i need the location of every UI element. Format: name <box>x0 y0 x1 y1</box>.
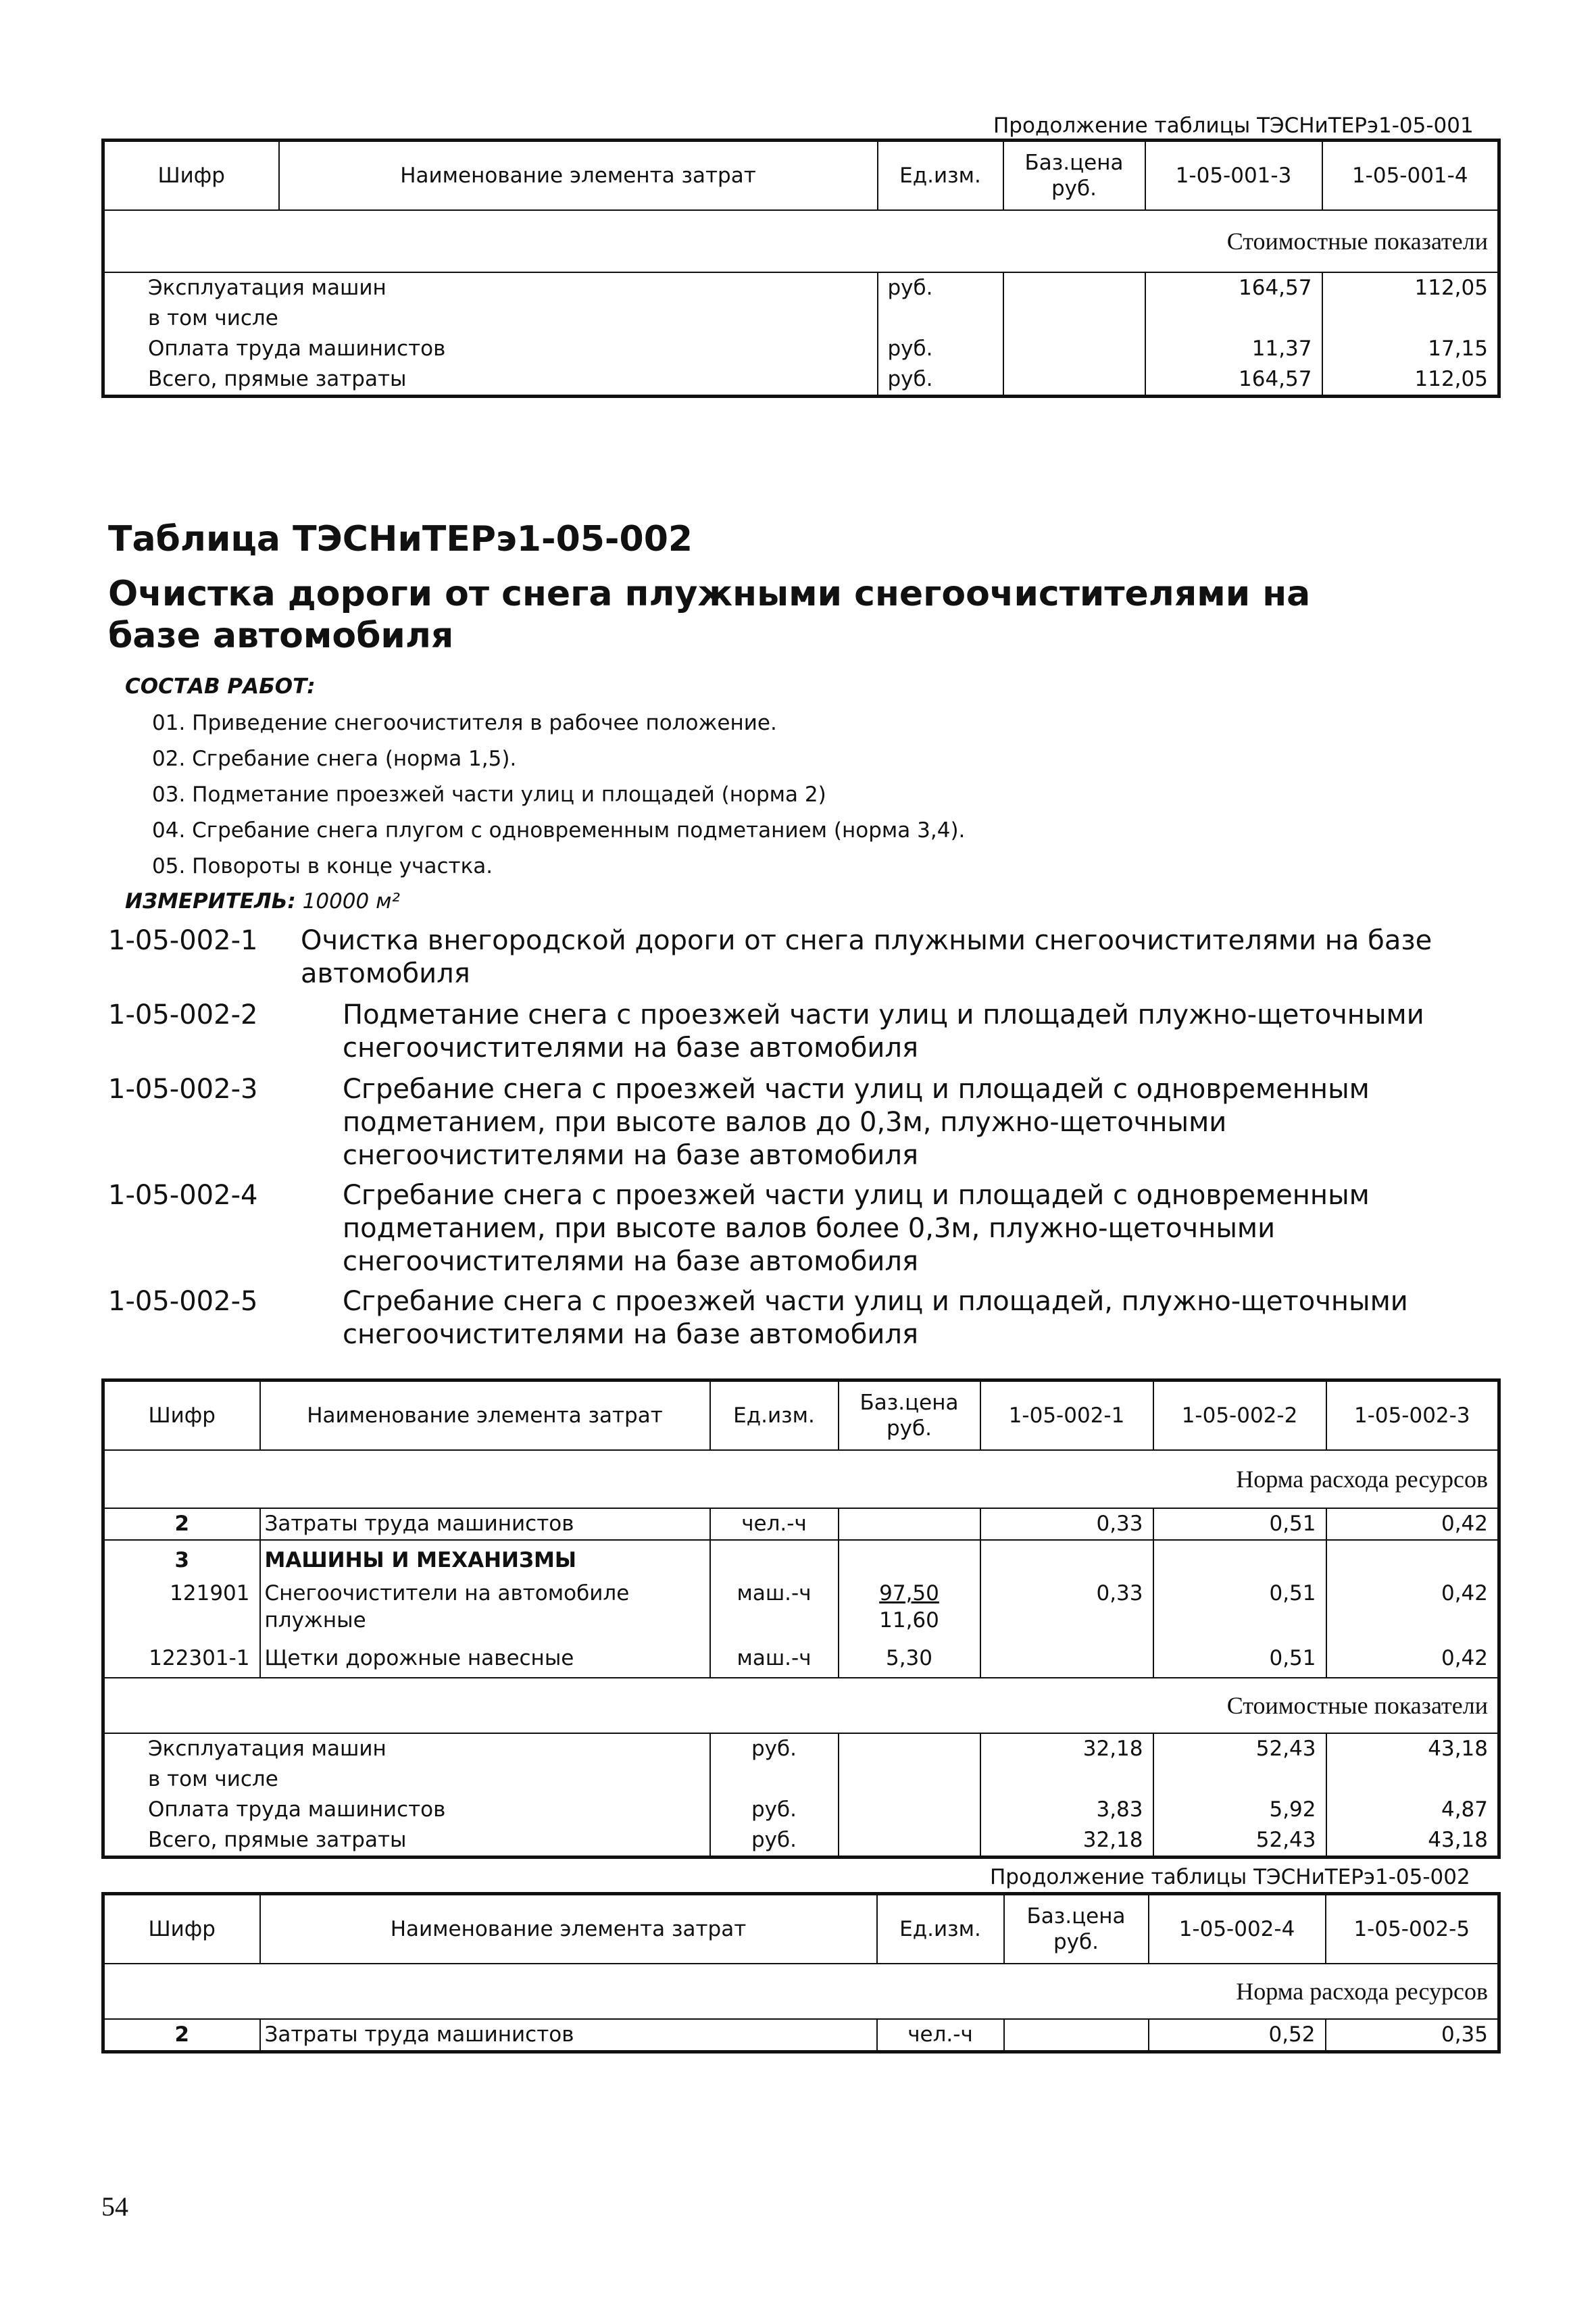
section-label: Стоимостные показатели <box>103 210 1499 272</box>
row-value-2: 112,05 <box>1322 272 1499 303</box>
row-name: Затраты труда машинистов <box>260 2019 877 2052</box>
meter-value: 10000 м² <box>302 889 400 914</box>
table-row <box>103 1733 1499 1764</box>
row-unit: руб. <box>878 272 1003 303</box>
table-row <box>103 272 1499 303</box>
row-name: Снегоочистители на автомобиле плужные <box>260 1580 710 1643</box>
row-name: в том числе <box>103 1764 710 1795</box>
row-value-1 <box>980 1643 1153 1678</box>
item-description: Сгребание снега с проезжей части улиц и площадей с одновременным подметанием, при высоте валов более 0,3м, плужно-щеточными снегоочистителями на базе автомобиля <box>343 1180 1370 1277</box>
header-unit: Ед.изм. <box>710 1380 839 1451</box>
header-col-3: 1-05-002-3 <box>1326 1380 1499 1451</box>
row-value-3: 4,87 <box>1326 1795 1499 1825</box>
row-value-2: 0,35 <box>1326 2019 1499 2052</box>
table-row <box>103 2019 1499 2052</box>
row-value-3: 43,18 <box>1326 1733 1499 1764</box>
table2-cost-section-row <box>103 1678 1499 1733</box>
row-unit: руб. <box>710 1795 839 1825</box>
table2-header-row <box>103 1380 1499 1451</box>
page-number: 54 <box>101 2191 128 2222</box>
table-row <box>103 1795 1499 1825</box>
item-2 <box>108 999 1460 1066</box>
row-unit: чел.-ч <box>877 2019 1004 2052</box>
row-unit: маш.-ч <box>710 1643 839 1678</box>
work-item: 03. Подметание проезжей части улиц и площадей (норма 2) <box>152 782 826 807</box>
row-name: Всего, прямые затраты <box>103 1825 710 1858</box>
row-value-1: 32,18 <box>980 1733 1153 1764</box>
row-value-2: 0,51 <box>1153 1580 1326 1643</box>
row-unit: руб. <box>710 1825 839 1858</box>
table-row <box>103 1825 1499 1858</box>
row-value-2: 0,51 <box>1153 1643 1326 1678</box>
header-col-2: 1-05-002-2 <box>1153 1380 1326 1451</box>
row-value-2: 112,05 <box>1322 364 1499 397</box>
table1-section-row <box>103 210 1499 272</box>
item-code: 1-05-002-1 <box>108 925 258 956</box>
item-code: 1-05-002-2 <box>108 999 258 1030</box>
row-value-2: 0,51 <box>1153 1508 1326 1540</box>
price-secondary: 11,60 <box>879 1608 939 1633</box>
row-price <box>839 1580 980 1643</box>
row-value-2: 52,43 <box>1153 1733 1326 1764</box>
row-unit: руб. <box>878 334 1003 364</box>
row-value-1: 0,33 <box>980 1580 1153 1643</box>
row-code: 2 <box>103 1508 260 1540</box>
row-code: 2 <box>103 2019 260 2052</box>
table-row <box>103 1764 1499 1795</box>
item-4 <box>108 1179 1460 1280</box>
row-unit: чел.-ч <box>710 1508 839 1540</box>
row-value-1: 0,52 <box>1149 2019 1326 2052</box>
table-row <box>103 364 1499 397</box>
table3-caption: Продолжение таблицы ТЭСНиТЕРэ1-05-002 <box>990 1865 1470 1889</box>
row-name: Щетки дорожные навесные <box>260 1643 710 1678</box>
meter-label: ИЗМЕРИТЕЛЬ: <box>125 889 296 914</box>
table-row <box>103 1508 1499 1540</box>
table3-section-row <box>103 1964 1499 2019</box>
header-col-1: 1-05-002-1 <box>980 1380 1153 1451</box>
section-label: Норма расхода ресурсов <box>103 1964 1499 2019</box>
table-row <box>103 303 1499 334</box>
row-value-1: 3,83 <box>980 1795 1153 1825</box>
header-col-2: 1-05-002-5 <box>1326 1894 1499 1964</box>
row-value-1: 11,37 <box>1145 334 1322 364</box>
table2-section-row <box>103 1450 1499 1508</box>
row-name: Затраты труда машинистов <box>260 1508 710 1540</box>
header-price: Баз.цена руб. <box>1003 141 1145 211</box>
row-unit: маш.-ч <box>710 1580 839 1643</box>
item-description: Сгребание снега с проезжей части улиц и площадей с одновременным подметанием, при высоте валов до 0,3м, плужно-щеточными снегоочистителями на базе автомобиля <box>343 1074 1370 1171</box>
item-description: Очистка внегородской дороги от снега плужными снегоочистителями на базе автомобиля <box>301 925 1432 989</box>
row-value-2: 5,92 <box>1153 1795 1326 1825</box>
header-name: Наименование элемента затрат <box>260 1894 877 1964</box>
row-name: Оплата труда машинистов <box>103 1795 710 1825</box>
header-price: Баз.цена руб. <box>1004 1894 1149 1964</box>
works-label: СОСТАВ РАБОТ: <box>125 674 316 699</box>
item-3 <box>108 1073 1460 1174</box>
header-col-1: 1-05-002-4 <box>1149 1894 1326 1964</box>
table-row <box>103 1643 1499 1678</box>
row-code: 122301-1 <box>103 1643 260 1678</box>
row-name: Эксплуатация машин <box>103 272 878 303</box>
section-label: Норма расхода ресурсов <box>103 1450 1499 1508</box>
section-title: Очистка дороги от снега плужными снегоочистителями на базе автомобиля <box>108 574 1311 656</box>
table-row <box>103 1580 1499 1643</box>
work-item: 02. Сгребание снега (норма 1,5). <box>152 747 517 771</box>
row-name: Всего, прямые затраты <box>103 364 878 397</box>
row-value-3: 0,42 <box>1326 1508 1499 1540</box>
header-unit: Ед.изм. <box>877 1894 1004 1964</box>
header-col-2: 1-05-001-4 <box>1322 141 1499 211</box>
row-value-1: 0,33 <box>980 1508 1153 1540</box>
header-price: Баз.цена руб. <box>839 1380 980 1451</box>
work-item: 04. Сгребание снега плугом с одновременным подметанием (норма 3,4). <box>152 818 966 843</box>
row-value-1: 164,57 <box>1145 272 1322 303</box>
row-name: в том числе <box>103 303 878 334</box>
row-value-3: 0,42 <box>1326 1580 1499 1643</box>
table3 <box>101 1892 1501 2053</box>
header-unit: Ед.изм. <box>878 141 1003 211</box>
row-name: Эксплуатация машин <box>103 1733 710 1764</box>
table-row <box>103 1540 1499 1580</box>
row-code: 3 <box>103 1540 260 1580</box>
table2 <box>101 1378 1501 1859</box>
header-col-1: 1-05-001-3 <box>1145 141 1322 211</box>
row-value-1: 32,18 <box>980 1825 1153 1858</box>
row-unit: руб. <box>710 1733 839 1764</box>
item-code: 1-05-002-5 <box>108 1286 258 1317</box>
meter <box>125 889 400 914</box>
row-unit: руб. <box>878 364 1003 397</box>
table-title: Таблица ТЭСНиТЕРэ1-05-002 <box>108 519 693 559</box>
item-5 <box>108 1285 1460 1353</box>
row-value-2: 52,43 <box>1153 1825 1326 1858</box>
item-code: 1-05-002-4 <box>108 1180 258 1211</box>
price-main: 97,50 <box>879 1581 939 1605</box>
row-value-2: 17,15 <box>1322 334 1499 364</box>
work-item: 05. Повороты в конце участка. <box>152 854 493 878</box>
row-price: 5,30 <box>839 1643 980 1678</box>
table3-header-row <box>103 1894 1499 1964</box>
table1 <box>101 139 1501 398</box>
row-value-3: 43,18 <box>1326 1825 1499 1858</box>
row-value-1: 164,57 <box>1145 364 1322 397</box>
section-label: Стоимостные показатели <box>103 1678 1499 1733</box>
row-name: МАШИНЫ И МЕХАНИЗМЫ <box>260 1540 710 1580</box>
header-code: Шифр <box>103 141 279 211</box>
table1-caption: Продолжение таблицы ТЭСНиТЕРэ1-05-001 <box>993 114 1474 138</box>
row-price <box>1003 272 1145 303</box>
header-name: Наименование элемента затрат <box>260 1380 710 1451</box>
row-price <box>1004 2019 1149 2052</box>
table1-header-row <box>103 141 1499 211</box>
item-1 <box>108 924 1460 992</box>
item-description: Сгребание снега с проезжей части улиц и площадей, плужно-щеточными снегоочистителями на базе автомобиля <box>343 1286 1408 1350</box>
header-name: Наименование элемента затрат <box>279 141 878 211</box>
header-code: Шифр <box>103 1380 260 1451</box>
item-code: 1-05-002-3 <box>108 1074 258 1105</box>
row-value-3: 0,42 <box>1326 1643 1499 1678</box>
item-description: Подметание снега с проезжей части улиц и площадей плужно-щеточными снегоочистителями на базе автомобиля <box>343 999 1424 1064</box>
row-name: Оплата труда машинистов <box>103 334 878 364</box>
row-code: 121901 <box>103 1580 260 1643</box>
table-row <box>103 334 1499 364</box>
work-item: 01. Приведение снегоочистителя в рабочее положение. <box>152 711 777 735</box>
row-price <box>839 1508 980 1540</box>
header-code: Шифр <box>103 1894 260 1964</box>
